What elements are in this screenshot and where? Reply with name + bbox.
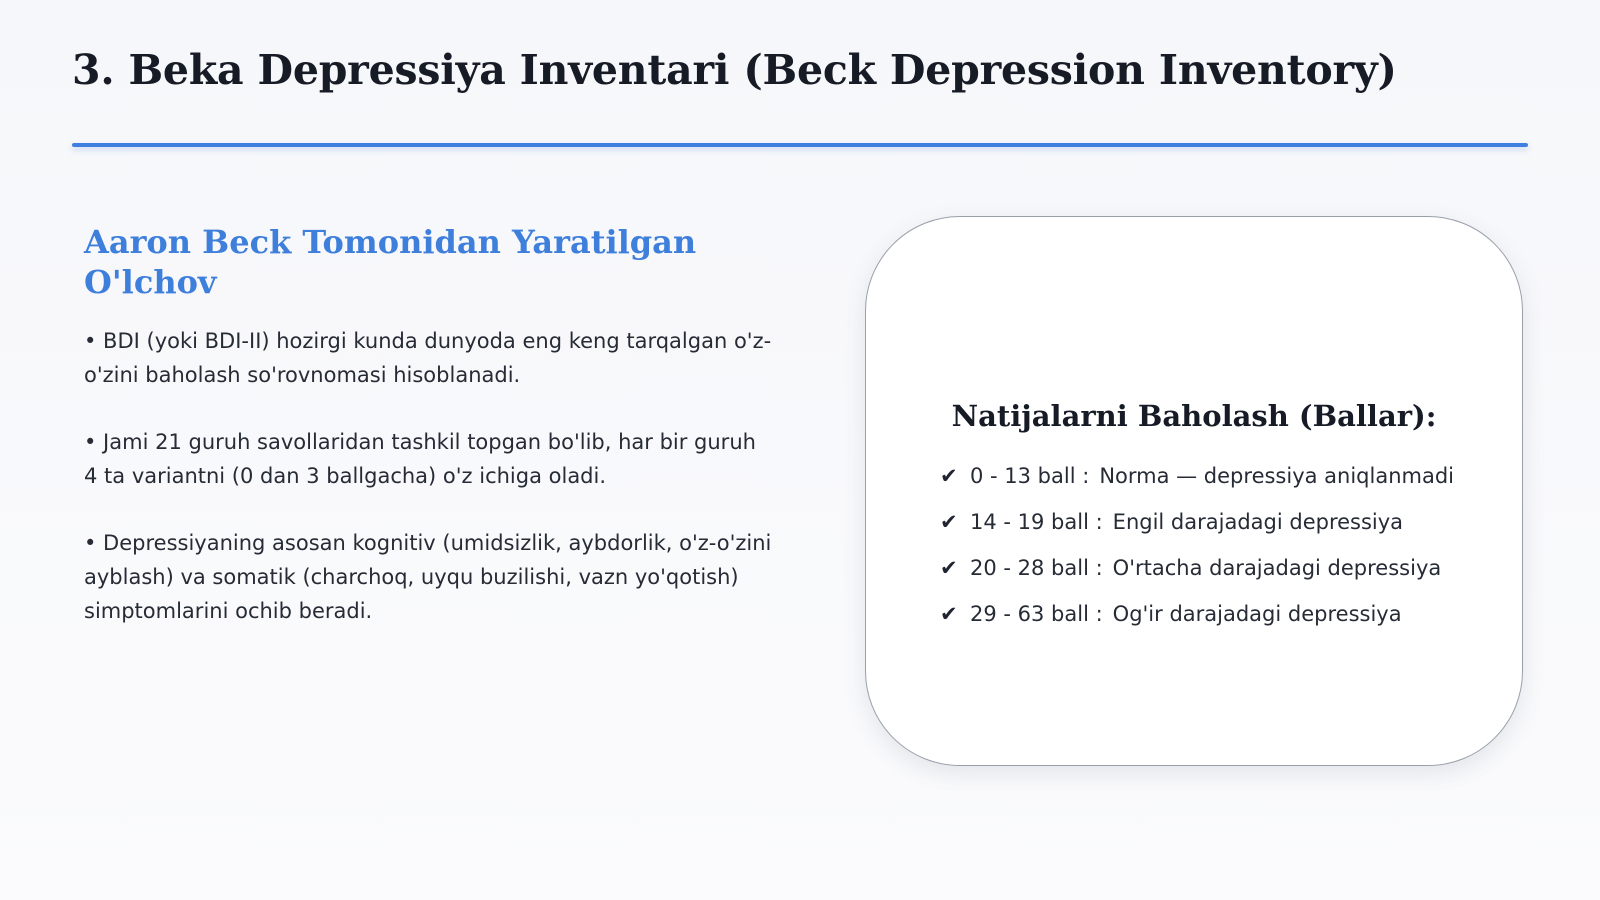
scoring-card <box>865 216 1523 766</box>
check-icon: ✔ <box>940 464 958 488</box>
score-item <box>940 545 1454 591</box>
check-icon: ✔ <box>940 556 958 580</box>
score-meaning: Norma — depressiya aniqlanmadi <box>1099 464 1455 488</box>
score-meaning: O'rtacha darajadagi depressiya <box>1112 556 1442 580</box>
check-icon: ✔ <box>940 510 958 534</box>
description-column <box>84 222 774 661</box>
slide-title: 3. Beka Depressiya Inventari (Beck Depression Inventory) <box>72 46 1397 94</box>
score-range: 14 - 19 ball : <box>970 510 1103 534</box>
bullet-symptoms: • Depressiyaning asosan kognitiv (umidsizlik, aybdorlik, o'z-o'zini ayblash) va somatik (charchoq, uyqu buzilishi, vazn yo'qotish) simptomlarini ochib beradi. <box>84 531 772 623</box>
section-heading: Aaron Beck Tomonidan Yaratilgan O'lchov <box>84 223 697 301</box>
score-meaning: Engil darajadagi depressiya <box>1112 510 1404 534</box>
score-meaning: Og'ir darajadagi depressiya <box>1112 602 1402 626</box>
bullet-question-groups: • Jami 21 guruh savollaridan tashkil topgan bo'lib, har bir guruh 4 ta variantni (0 dan 3 ballgacha) o'z ichiga oladi. <box>84 430 756 488</box>
score-item <box>940 499 1454 545</box>
scoring-card-title: Natijalarni Baholash (Ballar): <box>951 399 1437 433</box>
score-item <box>940 453 1454 499</box>
score-range: 29 - 63 ball : <box>970 602 1103 626</box>
check-icon: ✔ <box>940 602 958 626</box>
score-list <box>940 453 1454 637</box>
bullet-bdi-usage: • BDI (yoki BDI-II) hozirgi kunda dunyoda eng keng tarqalgan o'z-o'zini baholash so'rovnomasi hisoblanadi. <box>84 329 772 387</box>
score-range: 20 - 28 ball : <box>970 556 1103 580</box>
score-range: 0 - 13 ball : <box>970 464 1090 488</box>
score-item <box>940 591 1454 637</box>
title-divider <box>72 143 1528 147</box>
